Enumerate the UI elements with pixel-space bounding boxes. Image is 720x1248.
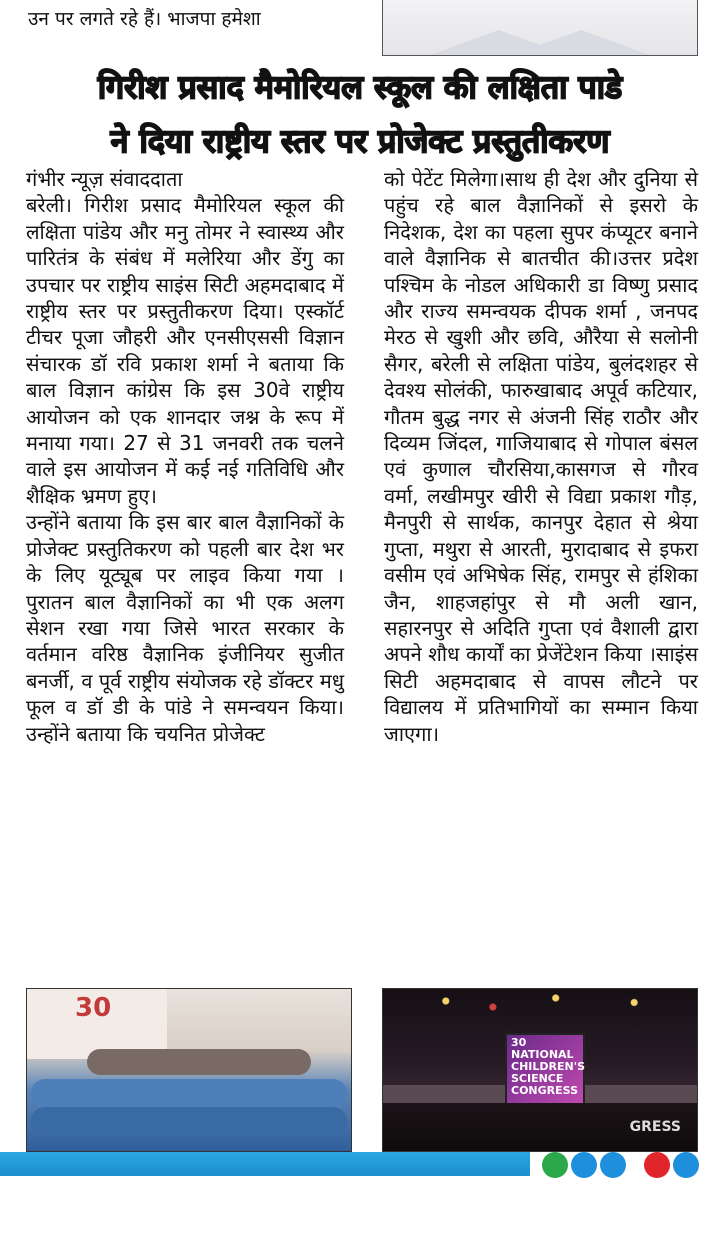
article-headline <box>10 60 710 168</box>
footer-dot-blue <box>571 1152 597 1178</box>
previous-article-photo <box>382 0 698 56</box>
students-group-photo <box>26 988 352 1152</box>
science-congress-stage-photo <box>382 988 698 1152</box>
stage-screen <box>505 1033 585 1107</box>
body-paragraph-1: बरेली। गिरीश प्रसाद मैमोरियल स्कूल की लक्षिता पांडेय और मनु तोमर ने स्वास्थ्य और पारितंत्र के संबंध में मलेरिया और डेंगु का उपचार पर राष्ट्रीय साइंस सिटी अहमदाबाद में राष्ट्रीय स्तर पर प्रस्तुतीकरण दिया। एस्कॉर्ट टीचर पूजा जौहरी और एनसीएससी विज्ञान संचारक डॉ रवि प्रकाश शर्मा ने बताया कि बाल विज्ञान कांग्रेस कि इस 30वे राष्ट्रीय आयोजन को एक शानदार जश्न के रूप में मनाया गया। 27 से 31 जनवरी तक चलने वाले इस आयोजन में कई नई गतिविधि और शैक्षिक भ्रमण हुए। <box>26 193 344 508</box>
footer-dot-blue <box>673 1152 699 1178</box>
article-right-column <box>384 166 698 747</box>
footer-color-bar <box>0 1152 530 1176</box>
body-paragraph-2: उन्होंने बताया कि इस बार बाल वैज्ञानिकों के प्रोजेक्ट प्रस्तुतिकरण को पहली बार देश भर के लिए यूट्यूब पर लाइव किया गया । पुरातन बाल वैज्ञानिकों का भी एक अलग सेशन रखा गया जिसे भारत सरकार के वर्तमान वरिष्ठ वैज्ञानिक इंजीनियर सुजीत बनर्जी, व पूर्व राष्ट्रीय संयोजक रहे डॉक्टर मधु फूल व डॉ डी के पांडे ने समन्वयन किया। उन्होंने बताया कि चयनित प्रोजेक्ट <box>26 510 344 746</box>
footer-dot-green <box>542 1152 568 1178</box>
headline-line-1: गिरीश प्रसाद मैमोरियल स्कूल की लक्षिता पाडे <box>97 68 623 106</box>
footer-dot-blue <box>600 1152 626 1178</box>
article-left-column <box>26 166 344 747</box>
headline-line-2: ने दिया राष्ट्रीय स्तर पर प्रोजेक्ट प्रस्तुतीकरण <box>110 122 610 160</box>
previous-article-snippet: उन पर लगते रहे हैं। भाजपा हमेशा <box>28 8 261 30</box>
body-paragraph-3: को पेटेंट मिलेगा।साथ ही देश और दुनिया से पहुंच रहे बाल वैज्ञानिकों से इसरो के निदेशक, देश का पहला सुपर कंप्यूटर बनाने वाले वैज्ञानिक से बातचीत की।उत्तर प्रदेश पश्चिम के नोडल अधिकारी डा विष्णु प्रसाद और राज्य समन्वयक दीपक शर्मा , जनपद मेरठ से खुशी और छवि, औरैया से सलोनी सैगर, बरेली से लक्षिता पांडेय, बुलंदशहर से देवश्य सोलंकी, फारुखाबाद अपूर्व कटियार, गौतम बुद्ध नगर से अंजनी सिंह राठौर और दिव्यम जिंदल, गाजियाबाद से गोपाल बंसल एवं कुणाल चौरसिया,कासगज से गौरव वर्मा, लखीमपुर खीरी से विद्या प्रकाश गौड़, मैनपुरी से सार्थक, कानपुर देहात से श्रेया गुप्ता, मथुरा से आरती, मुरादाबाद से इफरा वसीम एवं अभिषेक सिंह, रामपुर से हंशिका जैन, शाहजहांपुर से मौ अली खान, सहारनपुर से अदिति गुप्ता एवं वैशाली द्वारा अपने शौध कार्यों का प्रेजेंटेशन किया ।साइंस सिटी अहमदाबाद से वापस लौटने पर विद्यालय में प्रतिभागियों का सम्मान किया जाएगा। <box>384 167 698 746</box>
banner-number: 30 <box>75 993 112 1023</box>
byline: गंभीर न्यूज़ संवाददाता <box>26 167 183 191</box>
stage-screen-text: 30 NATIONAL CHILDREN'S SCIENCE CONGRESS <box>511 1036 585 1097</box>
stage-banner-text: GRESS <box>629 1119 681 1135</box>
footer-dot-red <box>644 1152 670 1178</box>
